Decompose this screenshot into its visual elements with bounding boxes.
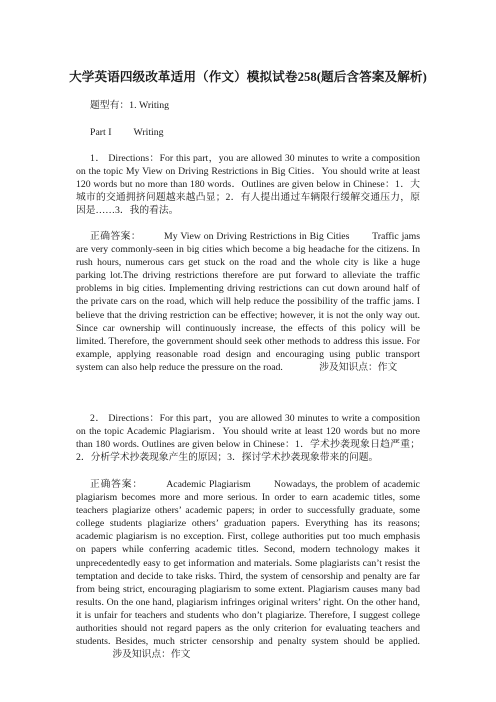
- part-name: Writing: [133, 127, 164, 138]
- knowledge-point: 涉及知识点：作文: [319, 361, 398, 373]
- question-1-answer: [76, 230, 420, 374]
- answer-label: 正确答案：: [90, 231, 142, 242]
- document-title: 大学英语四级改革适用（作文）模拟试卷258(题后含答案及解析): [69, 70, 427, 84]
- answer-text: Traffic jams are very commonly-seen in big cities which become a big headache for the citizens. In rush hours, numerous cars get stuck on the road and the whole city is like a huge parking lot.The driving restrictions therefore are put forward to alleviate the traffic problems in big cities. Implementing driving restrictions can cut down around half of the private cars on the road, which will help reduce the possibility of the traffic jams. I believe that the driving restriction can be effective; however, it is not the only way out. Since car ownership will continuously increase, the effects of this policy will be limited. Therefore, the government should seek other methods to address this issue. For example, applying reasonable road design and encouraging using public transport system can also help reduce the pressure on the road.: [76, 231, 421, 373]
- answer-label: 正确答案：: [90, 479, 143, 490]
- question-1-directions: 1． Directions：For this part，you are allowed 30 minutes to write a composition on the topic My View on Driving Restrictions in Big Cities．You should write at least 120 words but no more than 180 words．Outlines are given below in Chinese：1．大城市的交通拥挤问题越来越凸显；2．有人提出通过车辆限行缓解交通压力，原因是……3．我的看法。: [76, 153, 420, 217]
- question-2-answer: [76, 478, 420, 661]
- knowledge-point: 涉及知识点：作文: [112, 649, 191, 661]
- answer-title: Academic Plagiarism: [166, 479, 251, 490]
- answer-title: My View on Driving Restrictions in Big Cities: [164, 231, 350, 242]
- part-label: Part I: [90, 127, 112, 138]
- part-heading: [90, 126, 164, 139]
- question-type-line: 题型有：1. Writing: [90, 100, 170, 111]
- answer-text: Nowadays, the problem of academic plagiarism becomes more and more serious. In order to earn academic titles, some teachers plagiarize others’ academic papers; in order to successfully graduate, some college students plagiarize others’ graduation papers. Everything has its reasons; academic plagiarism is no exception. First, college authorities put too much emphasis on papers while conferring academic titles. Second, modern technology makes it unprecedentedly easy to get information and materials. Some plagiarists can’t resist the temptation and decide to take risks. Third, the system of censorship and penalty are far from being strict, encouraging plagiarism to some extent. Plagiarism causes many bad results. On the one hand, plagiarism infringes original writers’ right. On the other hand, it is unfair for teachers and students who don’t plagiarize. Therefore, I suggest college authorities should not regard papers as the only criterion for evaluating teachers and students. Besides, much stricter censorship and penalty system should be applied.: [76, 479, 421, 648]
- question-2-directions: 2． Directions：For this part，you are allowed 30 minutes to write a composition on the topic Academic Plagiarism．You should write at least 120 words but no more than 180 words. Outlines are given below in Chinese：1．学术抄袭现象日趋严重；2．分析学术抄袭现象产生的原因；3．探讨学术抄袭现象带来的问题。: [76, 413, 420, 464]
